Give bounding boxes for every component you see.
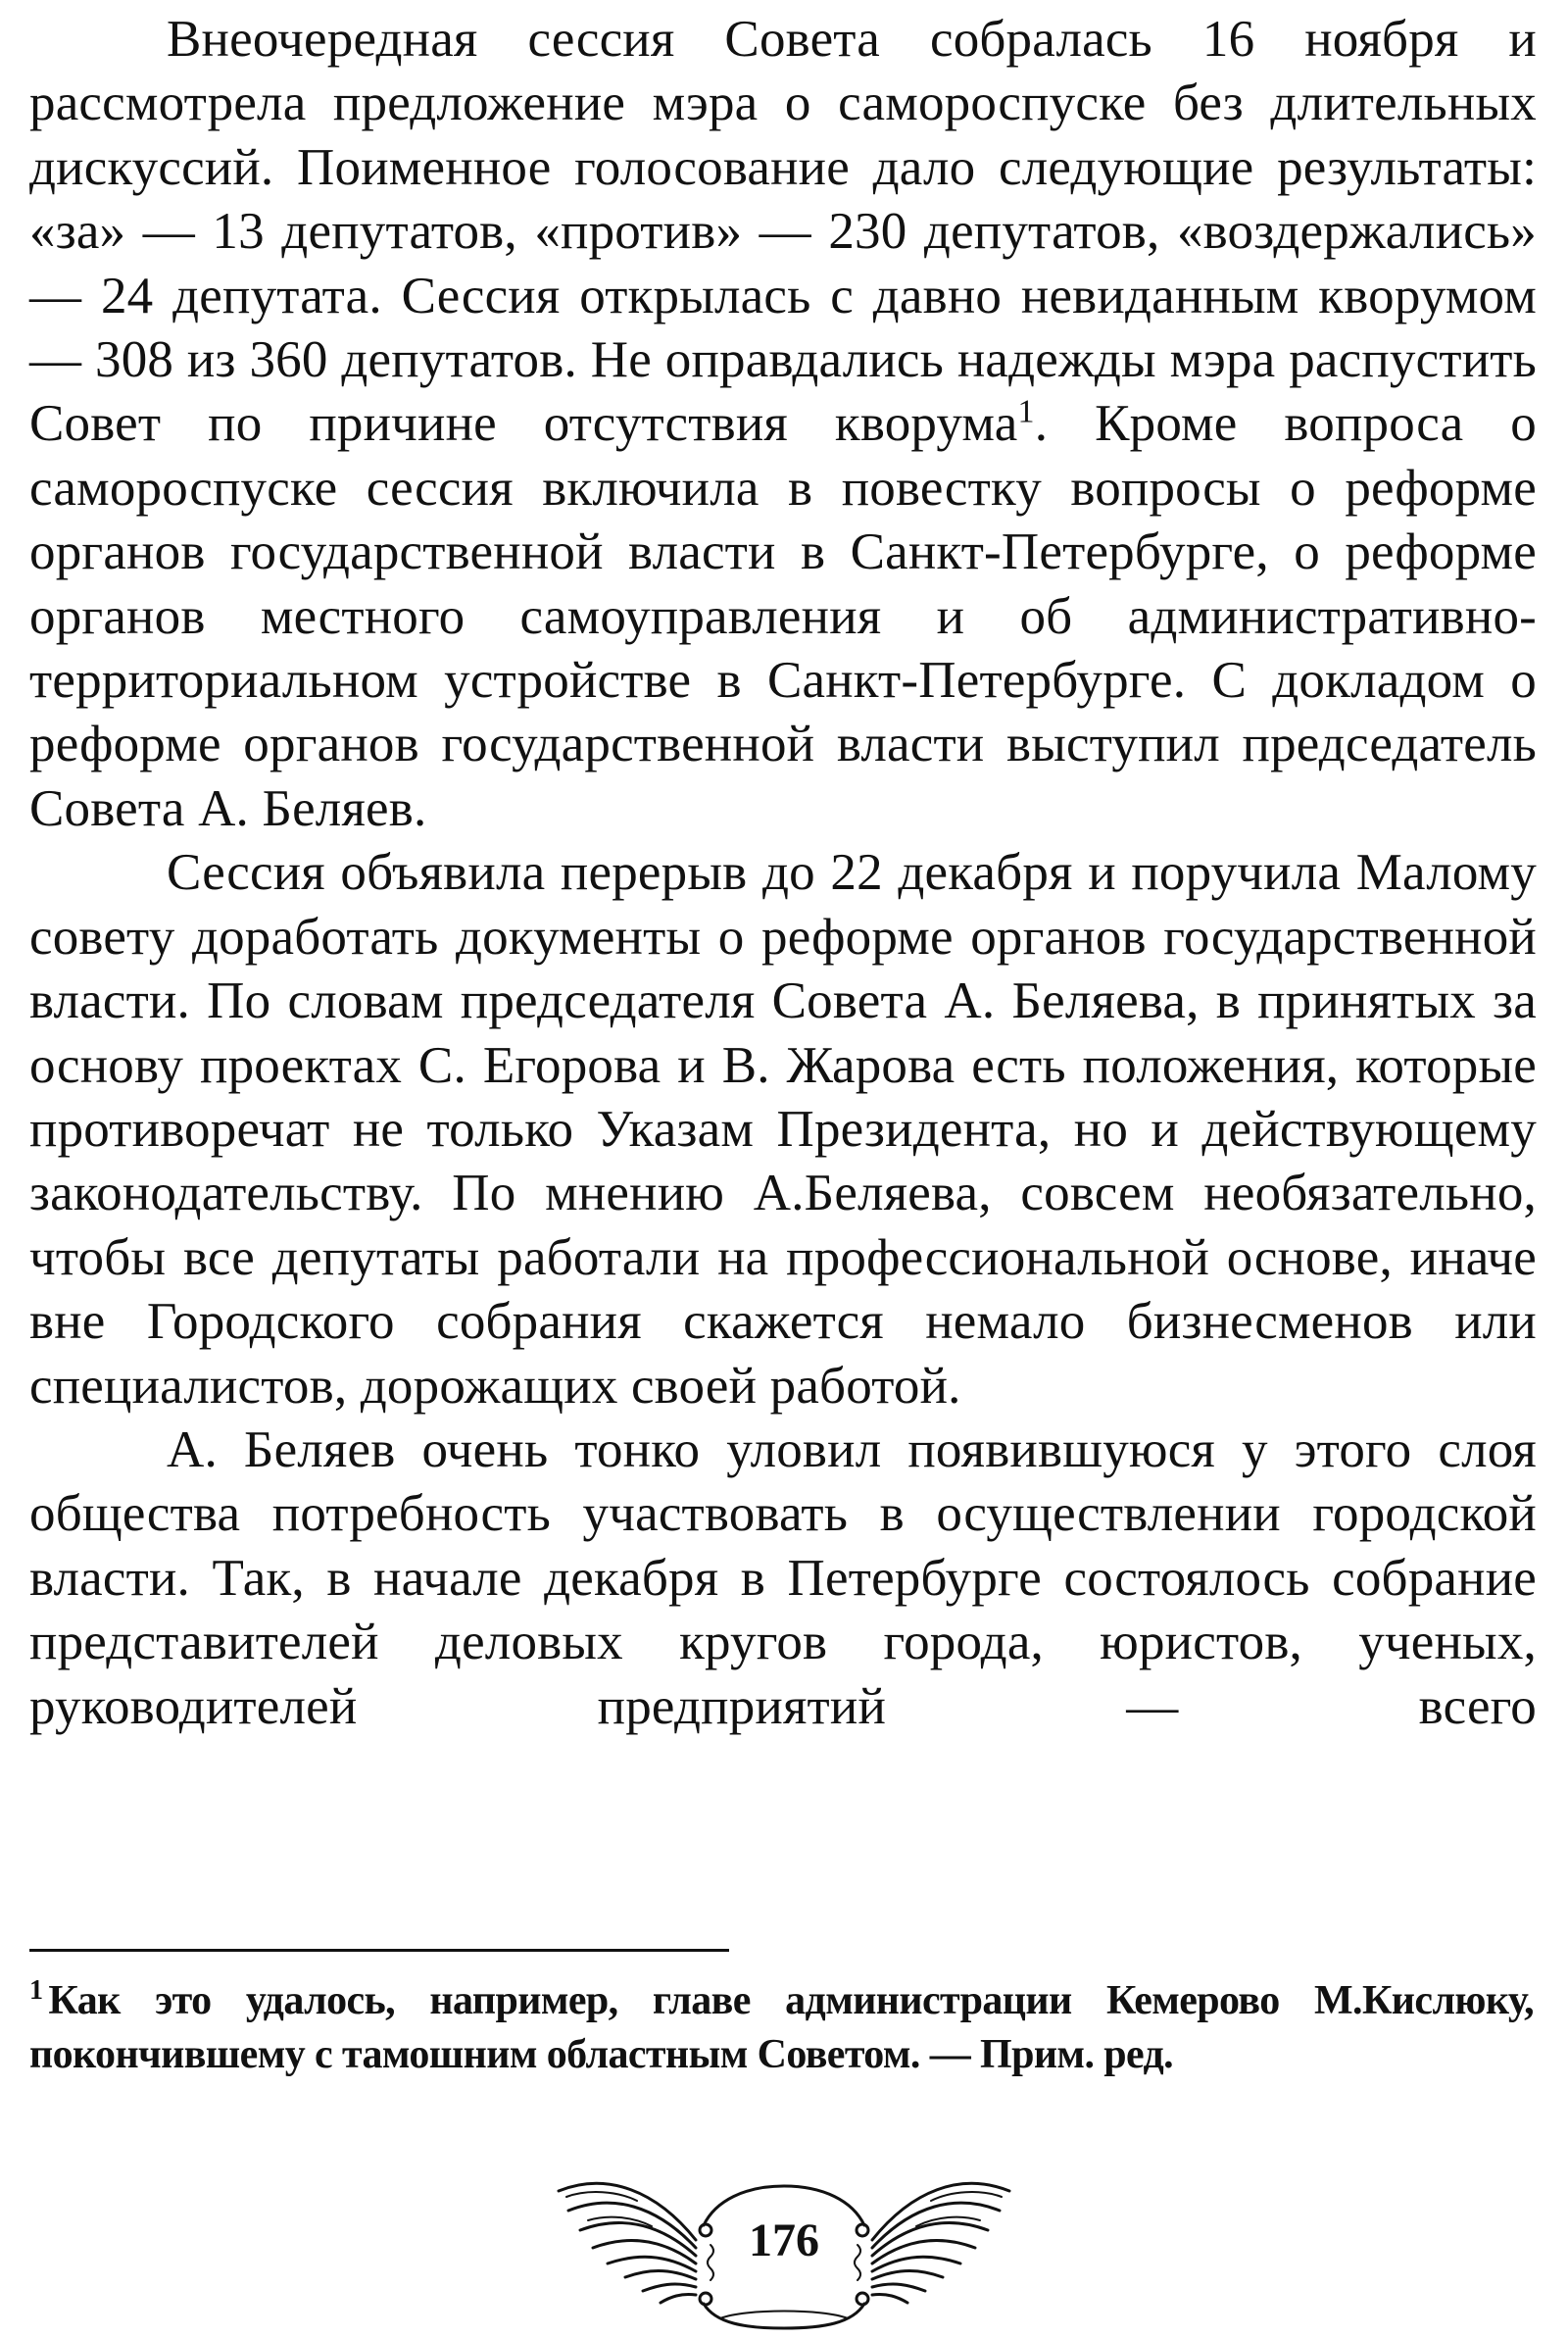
page-number: 176 [749, 2214, 819, 2266]
paragraph-2: Сессия объявила перерыв до 22 декабря и поручила Малому совету доработать документы о реформе органов государственной власти. По словам председателя Совета А. Беляева, в принятых за основу проектах С. Егорова и В. Жарова есть положения, которые противоречат не только Указам Президента, но и действующему законодательству. По мнению А.Беляева, совсем необязательно, чтобы все депутаты работали на профессиональной основе, иначе вне Городского собрания скажется немало бизнесменов или специалистов, дорожащих своей работой. [29, 844, 1537, 1415]
footnote [29, 1974, 1534, 2082]
paragraph-1 [29, 8, 1537, 841]
paragraph-1-text-a: Внеочередная сессия Совета собралась 16 ноября и рассмотрела предложение мэра о самороспуске без длительных дискуссий. Поименное голосование дало следующие результаты: «за» — 13 депутатов, «против» — 230 депутатов, «воздержались» — 24 депутата. Сессия открылась с давно невиданным кворумом — 308 из 360 депутатов. Не оправдались надежды мэра распустить Совет по причине отсутствия кворума [29, 11, 1537, 453]
footnote-reference: 1 [1017, 393, 1035, 430]
footnote-mark: 1 [29, 1975, 43, 2006]
paragraph-3: А. Беляев очень тонко уловил появившуюся у этого слоя общества потребность участвовать в осуществлении городской власти. Так, в начале декабря в Петербурге состоялось собрание представителей деловых кругов города, юристов, ученых, руководителей предприятий — всего [29, 1420, 1537, 1735]
main-text [29, 8, 1537, 1739]
footnote-divider [29, 1949, 729, 1952]
paragraph-1-text-b: . Кроме вопроса о самороспуске сессия включила в повестку вопросы о реформе органов государственной власти в Санкт-Петербурге, о реформе органов местного самоуправления и об административно-территориальном устройстве в Санкт-Петербурге. С докладом о реформе органов государственной власти выступил председатель Совета А. Беляев. [29, 395, 1537, 837]
footnote-text: Как это удалось, например, главе администрации Кемерово М.Кислюку, покончившему с тамошним областным Советом. — Прим. ред. [29, 1978, 1534, 2077]
